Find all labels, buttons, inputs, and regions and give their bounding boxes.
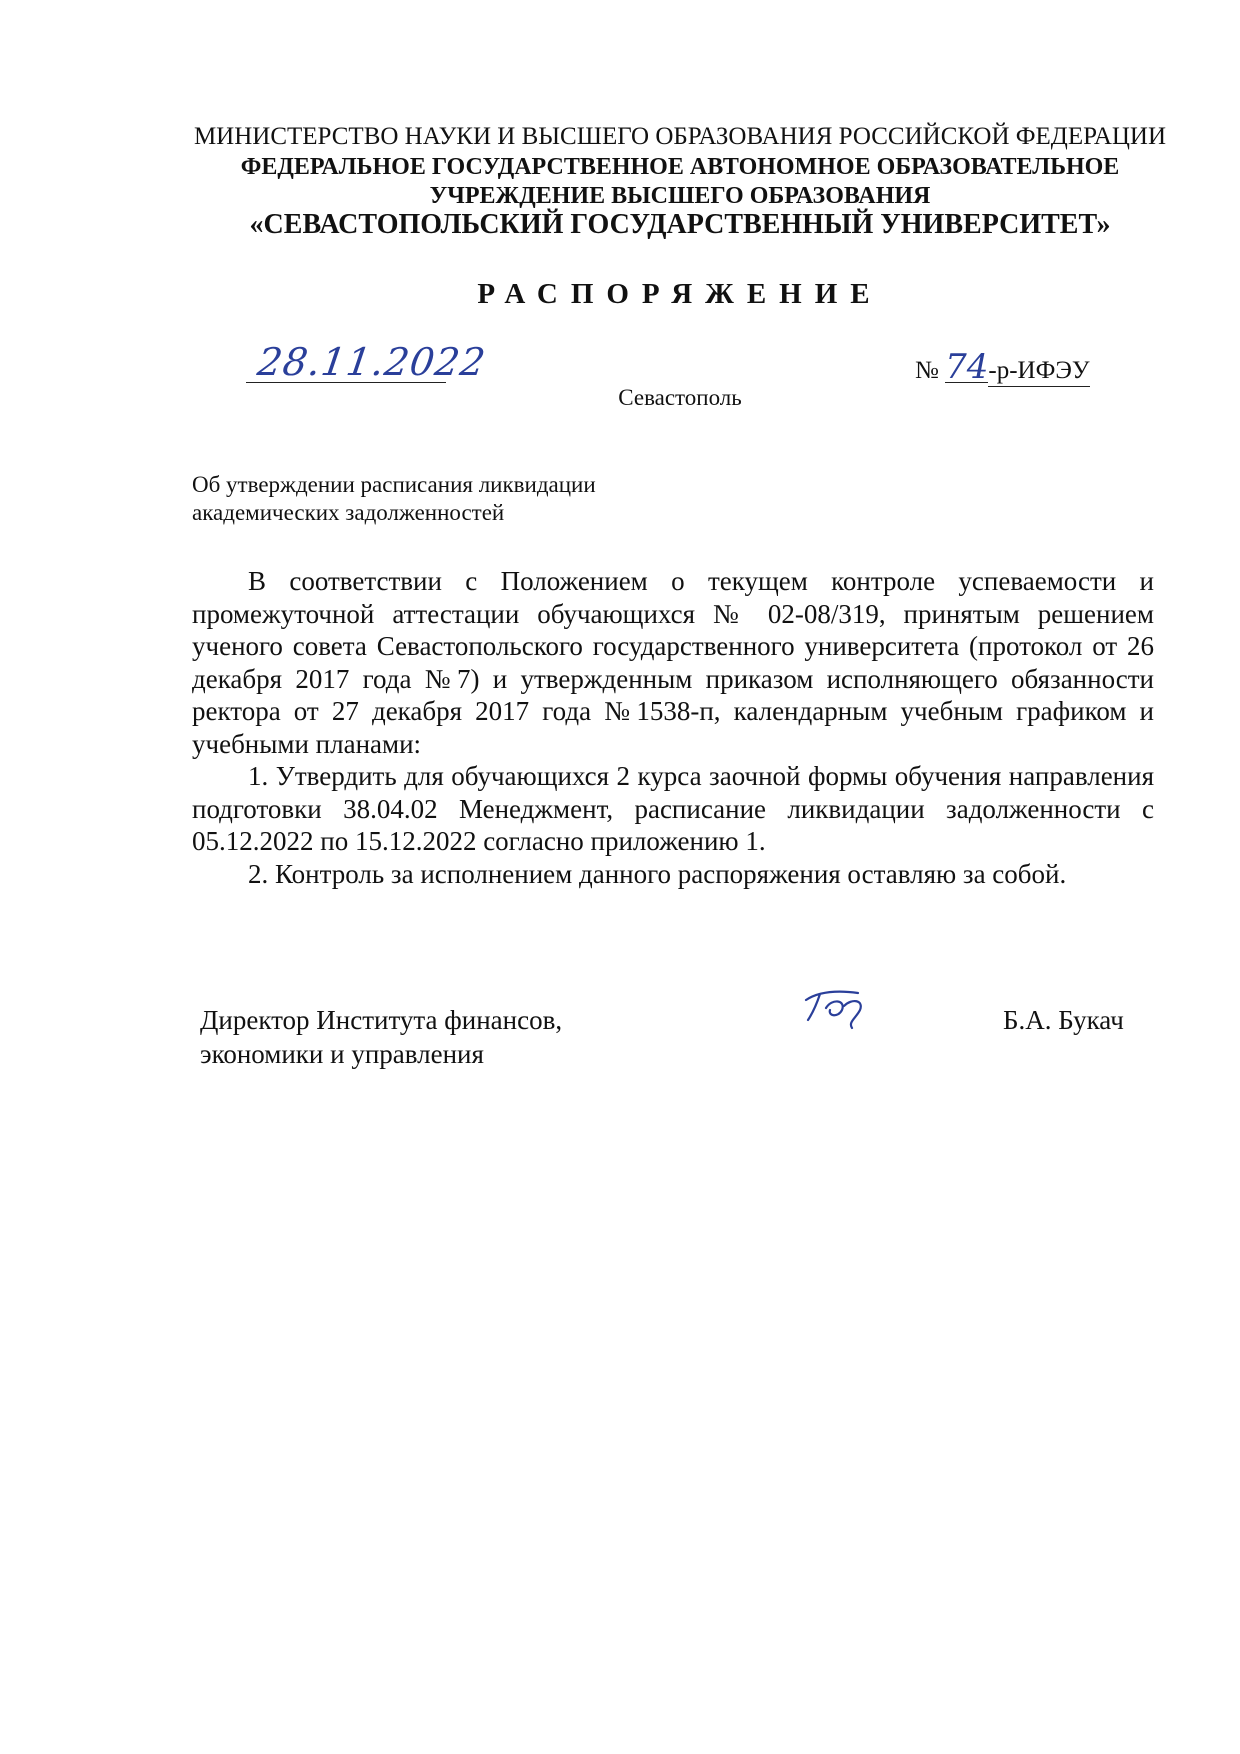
document-body	[192, 565, 1154, 890]
institution-type-line2: УЧРЕЖДЕНИЕ ВЫСШЕГО ОБРАЗОВАНИЯ	[429, 183, 931, 209]
document-title: РАСПОРЯЖЕНИЕ	[477, 278, 883, 310]
position-line1: Директор Института финансов,	[200, 1005, 563, 1035]
signatory-position	[200, 1003, 562, 1071]
subject-line2: академических задолженностей	[192, 500, 505, 525]
order-item-2: 2. Контроль за исполнением данного распоряжения оставляю за собой.	[248, 858, 1067, 889]
number-suffix: -р-ИФЭУ	[988, 356, 1089, 387]
document-number	[915, 347, 1090, 387]
institution-type-line1: ФЕДЕРАЛЬНОЕ ГОСУДАРСТВЕННОЕ АВТОНОМНОЕ ОБРАЗОВАТЕЛЬНОЕ	[240, 154, 1120, 180]
subject-block	[192, 471, 596, 527]
university-name: «СЕВАСТОПОЛЬСКИЙ ГОСУДАРСТВЕННЫЙ УНИВЕРСИТЕТ»	[249, 209, 1111, 240]
ministry-heading: МИНИСТЕРСТВО НАУКИ И ВЫСШЕГО ОБРАЗОВАНИЯ РОССИЙСКОЙ ФЕДЕРАЦИИ	[193, 123, 1167, 150]
handwritten-date: 28.11.2022	[254, 340, 489, 384]
handwritten-signature	[802, 986, 878, 1030]
preamble-paragraph: В соответствии с Положением о текущем контроле успеваемости и промежуточной аттестации обучающихся № 02-08/319, принятым решением ученого совета Севастопольского государственного университета (протокол от 26 декабря 2017 года №7) и утвержденным приказом исполняющего обязанности ректора от 27 декабря 2017 года №1538-п, календарным учебным графиком и учебными планами:	[192, 566, 1154, 759]
signatory-name: Б.А. Букач	[1003, 1005, 1124, 1035]
date-underline	[246, 382, 446, 383]
city: Севастополь	[618, 385, 742, 410]
number-prefix: №	[915, 357, 939, 384]
subject-line1: Об утверждении расписания ликвидации	[192, 472, 596, 497]
position-line2: экономики и управления	[200, 1039, 484, 1069]
handwritten-number: 74	[945, 347, 989, 387]
order-item-1: 1. Утвердить для обучающихся 2 курса заочной формы обучения направления подготовки 38.04.02 Менеджмент, расписание ликвидации задолженности с 05.12.2022 по 15.12.2022 согласно приложению 1.	[192, 761, 1154, 856]
